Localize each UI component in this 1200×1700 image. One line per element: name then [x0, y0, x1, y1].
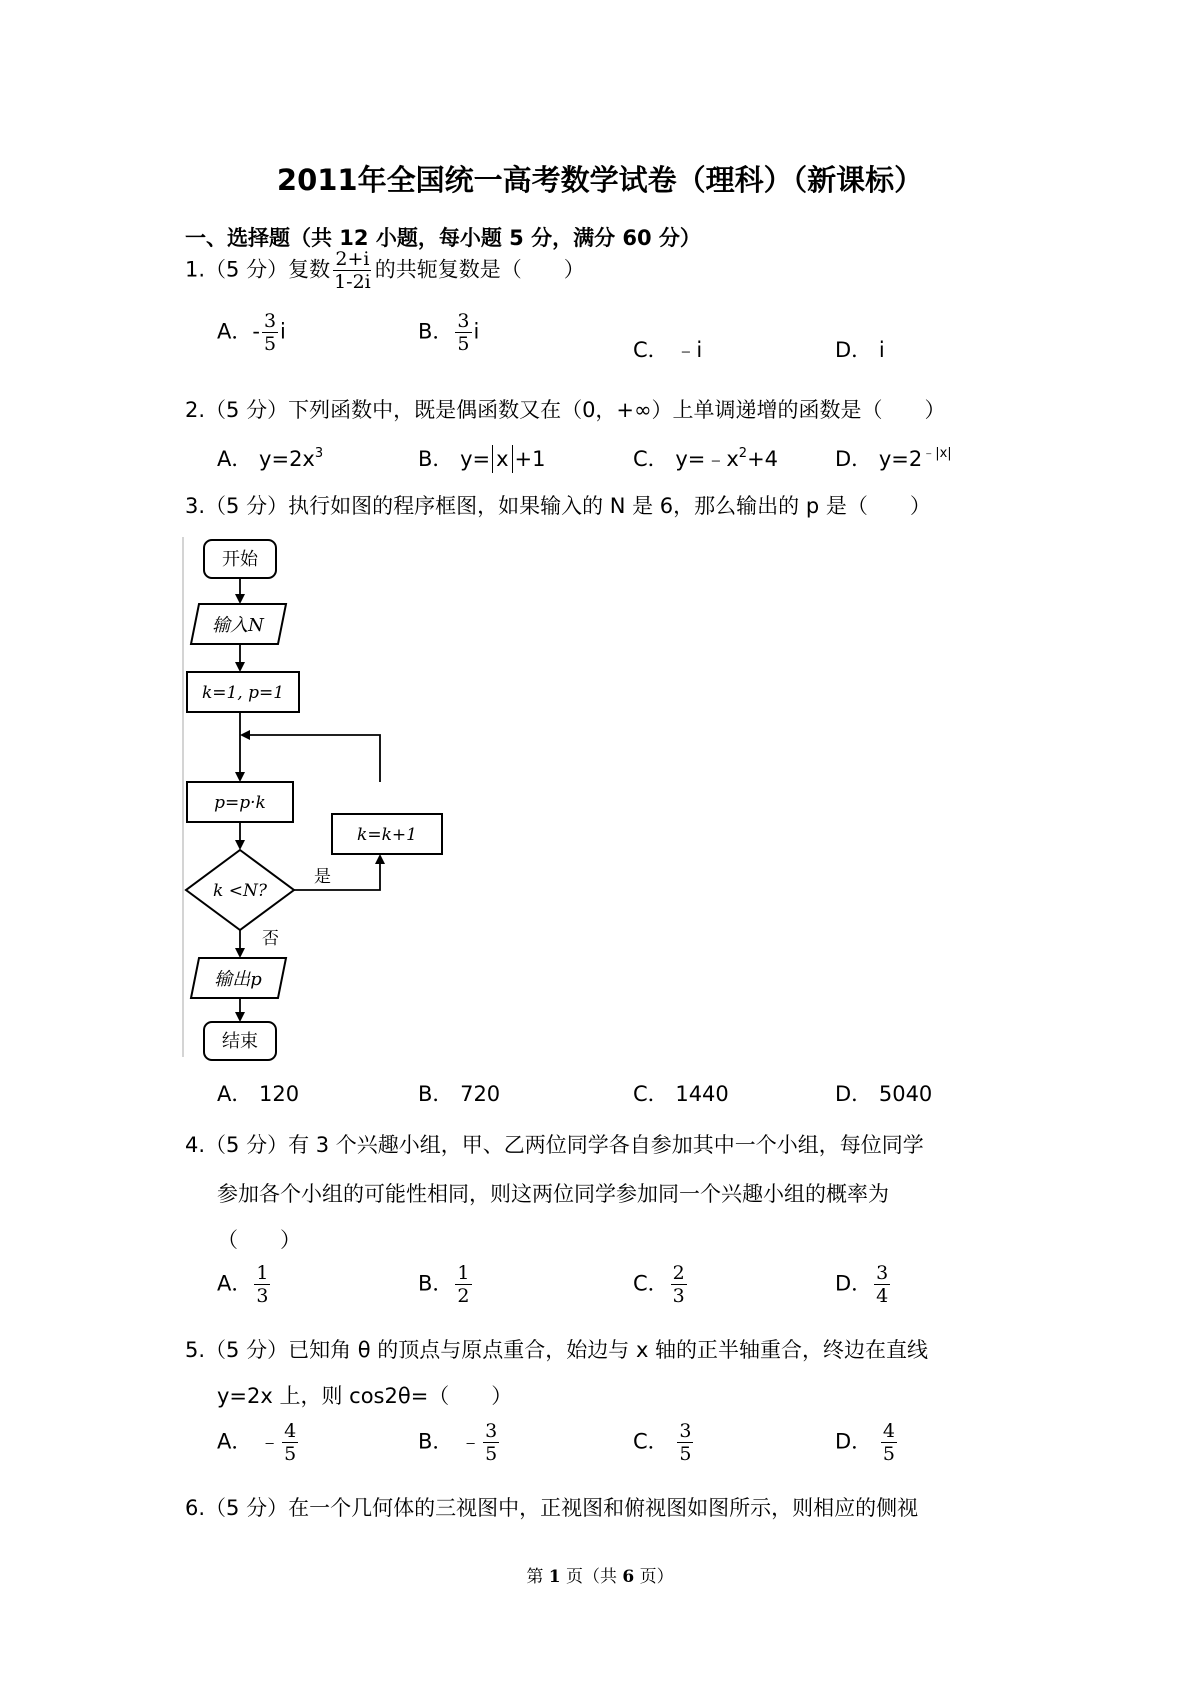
q5-b-fraction [483, 1420, 499, 1465]
q3-option-c: C． 1440 [633, 1082, 729, 1106]
flow-increment-label: k=k+1 [357, 825, 417, 845]
q5-c-num: 3 [679, 1420, 692, 1442]
q3-option-a: A． 120 [217, 1082, 300, 1106]
q1-option-a [217, 310, 286, 355]
q2-option-c [633, 445, 778, 473]
flow-input-label: 输入N [212, 615, 264, 636]
q1-a-label: A． [217, 319, 253, 344]
question-6: 6.（5 分）在一个几何体的三视图中，正视图和俯视图如图所示，则相应的侧视 [185, 1496, 919, 1520]
q5-d-den: 5 [882, 1443, 895, 1465]
page-title: 2011年全国统一高考数学试卷（理科）（新课标） [276, 163, 924, 197]
q4-b-den: 2 [457, 1285, 470, 1307]
q1-a-sign: - [252, 319, 260, 344]
q5-c-fraction [677, 1420, 693, 1465]
q1-option-c: C． ﹣i [633, 338, 703, 362]
question-5-line-2: y=2x 上，则 cos2θ=（ ） [217, 1384, 513, 1408]
q5-option-c [633, 1420, 695, 1465]
q2-d-text: D． y=2 [835, 447, 923, 471]
q5-d-label: D． [835, 1429, 873, 1454]
q2-b-text: B． y= [418, 447, 491, 471]
q5-a-fraction [282, 1420, 298, 1465]
footer-total-pages: 6 [622, 1567, 635, 1587]
flow-no-label: 否 [262, 929, 279, 949]
footer-post: 页） [634, 1567, 674, 1587]
q1-b-den: 5 [457, 333, 470, 355]
q1-b-label: B． [418, 319, 454, 344]
flow-loop-back-line [242, 735, 380, 782]
q4-b-fraction [455, 1262, 471, 1307]
q5-d-num: 4 [882, 1420, 895, 1442]
footer-pre: 第 [526, 1567, 549, 1587]
question-1 [185, 248, 585, 293]
q1-frac-den: 1-2i [334, 271, 371, 293]
q2-option-d [835, 445, 952, 473]
q5-c-label: C． [633, 1429, 669, 1454]
q5-a-sign: ﹣ [259, 1429, 281, 1454]
q4-b-num: 1 [457, 1262, 470, 1284]
q2-option-b [418, 445, 546, 473]
q1-a-unit: i [280, 319, 286, 344]
q5-c-den: 5 [679, 1443, 692, 1465]
q1-option-d: D． i [835, 338, 885, 362]
q4-a-num: 1 [256, 1262, 269, 1284]
q1-a-den: 5 [263, 333, 277, 355]
q4-option-d [835, 1262, 892, 1307]
q4-option-c [633, 1262, 689, 1307]
flow-process-label: p=p·k [214, 793, 266, 813]
q1-b-unit: i [473, 319, 480, 344]
q5-option-b [418, 1420, 501, 1465]
question-5-line-1: 5.（5 分）已知角 θ 的顶点与原点重合，始边与 x 轴的正半轴重合，终边在直线 [185, 1338, 929, 1362]
q5-b-sign: ﹣ [460, 1429, 482, 1454]
q5-b-label: B． [418, 1429, 454, 1454]
q1-b-fraction [455, 310, 471, 355]
footer-page-number: 1 [548, 1567, 561, 1587]
q4-c-fraction [671, 1262, 687, 1307]
q2-b-post: +1 [514, 447, 546, 471]
q2-a-text: A． y=2x [217, 447, 315, 471]
q5-a-label: A． [217, 1429, 253, 1454]
q4-a-label: A． [217, 1271, 253, 1296]
question-2: 2.（5 分）下列函数中，既是偶函数又在（0，+∞）上单调递增的函数是（ ） [185, 398, 946, 422]
q2-d-exp: ﹣|x| [922, 446, 952, 461]
q4-d-fraction [874, 1262, 890, 1307]
flow-init-label: k=1, p=1 [201, 683, 285, 703]
q2-c-exp: 2 [738, 446, 748, 461]
flow-end-label: 结束 [222, 1031, 258, 1052]
q2-c-text: C． y=﹣x [633, 447, 739, 471]
q2-option-a [217, 445, 323, 473]
q1-a-num: 3 [263, 310, 277, 332]
q4-c-num: 2 [672, 1262, 685, 1284]
flow-yes-label: 是 [314, 867, 331, 887]
q1-fraction [332, 248, 373, 293]
q1-option-b [418, 310, 479, 355]
q5-a-num: 4 [284, 1420, 297, 1442]
q5-option-a [217, 1420, 300, 1465]
q4-c-den: 3 [672, 1285, 685, 1307]
q2-a-exp: 3 [314, 446, 324, 461]
q1-prefix: 1.（5 分）复数 [185, 257, 331, 282]
q4-c-label: C． [633, 1271, 669, 1296]
q4-d-den: 4 [876, 1285, 889, 1307]
page-footer [0, 1562, 1200, 1587]
q5-b-num: 3 [485, 1420, 498, 1442]
section-heading: 一、选择题（共 12 小题，每小题 5 分，满分 60 分） [185, 226, 701, 250]
question-4-line-3: （ ） [217, 1228, 301, 1252]
q5-b-den: 5 [485, 1443, 498, 1465]
q4-b-label: B． [418, 1271, 454, 1296]
q4-d-label: D． [835, 1271, 873, 1296]
question-4-line-1: 4.（5 分）有 3 个兴趣小组，甲、乙两位同学各自参加其中一个小组，每位同学 [185, 1133, 924, 1157]
q3-option-d: D． 5040 [835, 1082, 933, 1106]
q1-frac-num: 2+i [335, 248, 370, 270]
flow-output-label: 输出p [214, 969, 262, 990]
q5-option-d [835, 1420, 899, 1465]
q4-option-a [217, 1262, 272, 1307]
flow-start-label: 开始 [222, 549, 258, 570]
question-4-line-2: 参加各个小组的可能性相同，则这两位同学参加同一个兴趣小组的概率为 [217, 1182, 889, 1206]
q4-a-den: 3 [256, 1285, 269, 1307]
q2-b-abs: x [492, 445, 512, 473]
q4-a-fraction [254, 1262, 270, 1307]
flowchart [182, 532, 452, 1062]
q4-option-b [418, 1262, 474, 1307]
footer-mid: 页（共 [560, 1567, 623, 1587]
flow-decision-label: k <N? [213, 881, 267, 901]
q1-a-fraction [262, 310, 278, 355]
flow-yes-arrow [294, 856, 380, 890]
q1-b-num: 3 [457, 310, 470, 332]
q2-c-post: +4 [747, 447, 779, 471]
q4-d-num: 3 [876, 1262, 889, 1284]
q5-d-fraction [881, 1420, 897, 1465]
q1-suffix: 的共轭复数是（ ） [374, 257, 585, 282]
q5-a-den: 5 [284, 1443, 297, 1465]
question-3: 3.（5 分）执行如图的程序框图，如果输入的 N 是 6，那么输出的 p 是（ ） [185, 494, 931, 518]
q3-option-b: B． 720 [418, 1082, 501, 1106]
